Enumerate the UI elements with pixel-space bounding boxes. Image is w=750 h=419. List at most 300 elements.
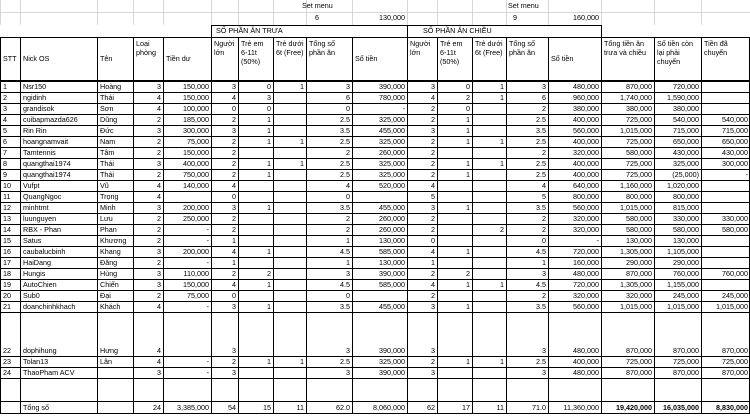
cell-l_total[interactable]: 3	[346, 81, 350, 91]
cell-d_adults[interactable]: 2	[431, 290, 435, 300]
total-d_total[interactable]: 71.0	[532, 403, 546, 412]
cell-l_free[interactable]	[274, 126, 306, 136]
cell-stt[interactable]: 16	[3, 246, 11, 256]
cell-remain[interactable]: 650,000	[673, 136, 699, 146]
cell-d_total[interactable]: 3.5	[536, 202, 546, 212]
cell-l_free[interactable]: 1	[300, 81, 304, 91]
cell-d_kids[interactable]	[438, 148, 472, 158]
cell-nick[interactable]: Rin Rin	[23, 125, 47, 135]
cell-remain[interactable]: 715,000	[673, 125, 699, 135]
cell-nick[interactable]: doanchinhkhach	[23, 301, 76, 311]
cell-room[interactable]: 4	[157, 356, 161, 366]
dinner-price[interactable]: 160,000	[573, 13, 599, 22]
cell-l_free[interactable]	[274, 214, 306, 224]
cell-d_money[interactable]: 720,000	[573, 246, 599, 256]
cell-grand[interactable]: 800,000	[626, 191, 652, 201]
cell-l_money[interactable]: 260,000	[379, 147, 405, 157]
cell-l_money[interactable]: 455,000	[379, 125, 405, 135]
cell-stt[interactable]: 15	[3, 235, 11, 245]
cell-l_adults[interactable]: 2	[232, 224, 236, 234]
column-header-l_money[interactable]: Số tiền	[355, 54, 378, 63]
cell-l_kids[interactable]: 1	[267, 125, 271, 135]
cell-paid[interactable]: 330,000	[722, 213, 748, 223]
cell-nick[interactable]: quangthai1974	[23, 169, 71, 179]
cell-deposit[interactable]: -	[206, 301, 209, 311]
cell-paid[interactable]: 760,000	[722, 268, 748, 278]
cell-l_kids[interactable]: 1	[267, 279, 271, 289]
total-remain[interactable]: 16,035,000	[663, 403, 699, 412]
cell-d_total[interactable]: 1	[542, 257, 546, 267]
cell-l_kids[interactable]	[239, 214, 273, 224]
cell-name[interactable]: Đại	[100, 290, 111, 300]
cell-room[interactable]: 4	[157, 191, 161, 201]
cell-l_kids[interactable]	[239, 192, 273, 202]
cell-grand[interactable]: 290,000	[626, 257, 652, 267]
cell-deposit[interactable]: 400,000	[183, 158, 209, 168]
cell-d_adults[interactable]: 3	[431, 81, 435, 91]
cell-remain[interactable]: 720,000	[673, 81, 699, 91]
cell-grand[interactable]: 725,000	[626, 158, 652, 168]
cell-d_free[interactable]	[473, 247, 506, 257]
total-d_kids[interactable]: 17	[462, 403, 470, 412]
cell-l_kids[interactable]	[239, 368, 273, 378]
cell-grand[interactable]: 1,160,000	[620, 180, 652, 190]
cell-remain[interactable]: 430,000	[673, 147, 699, 157]
cell-l_free[interactable]: 1	[300, 158, 304, 168]
cell-l_free[interactable]	[274, 115, 306, 125]
cell-d_money[interactable]: 480,000	[573, 345, 599, 355]
cell-d_kids[interactable]: 1	[466, 279, 470, 289]
cell-l_total[interactable]: 0	[346, 191, 350, 201]
cell-d_adults[interactable]: 2	[431, 103, 435, 113]
cell-d_money[interactable]: 640,000	[573, 180, 599, 190]
cell-l_free[interactable]	[274, 170, 306, 180]
cell-name[interactable]: Lưu	[100, 213, 113, 223]
cell-d_adults[interactable]: 5	[431, 191, 435, 201]
cell-d_adults[interactable]: 4	[431, 92, 435, 102]
cell-paid[interactable]	[702, 203, 750, 213]
cell-l_total[interactable]: 2.5	[340, 169, 350, 179]
cell-l_free[interactable]	[274, 258, 306, 268]
cell-deposit[interactable]: 140,000	[183, 180, 209, 190]
cell-name[interactable]: Hùng	[100, 268, 118, 278]
cell-l_money[interactable]: 780,000	[379, 92, 405, 102]
cell-l_kids[interactable]: 0	[267, 81, 271, 91]
cell-d_money[interactable]: 400,000	[573, 136, 599, 146]
cell-remain[interactable]: 870,000	[673, 367, 699, 377]
cell-d_kids[interactable]: 1	[466, 202, 470, 212]
cell-l_money[interactable]: 130,000	[379, 235, 405, 245]
cell-nick[interactable]: grandisok	[23, 103, 55, 113]
cell-l_money[interactable]: 325,000	[379, 114, 405, 124]
cell-nick[interactable]: dophihung	[23, 345, 57, 355]
cell-nick[interactable]: QuangNgoc	[23, 191, 62, 201]
cell-grand[interactable]: 1,740,000	[620, 92, 652, 102]
cell-deposit[interactable]: -	[206, 356, 209, 366]
cell-d_free[interactable]	[473, 148, 506, 158]
total-l_kids[interactable]: 15	[263, 403, 271, 412]
cell-l_total[interactable]: 4.5	[340, 246, 350, 256]
cell-room[interactable]: 2	[157, 213, 161, 223]
total-nick[interactable]: Tổng số	[23, 403, 49, 412]
cell-l_free[interactable]	[274, 247, 306, 257]
cell-l_adults[interactable]: 2	[232, 213, 236, 223]
total-paid[interactable]: 8,830,000	[716, 403, 748, 412]
lunch-price[interactable]: 130,000	[379, 13, 405, 22]
cell-grand[interactable]: 1,305,000	[620, 279, 652, 289]
cell-d_total[interactable]: 3	[542, 268, 546, 278]
cell-grand[interactable]: 870,000	[626, 268, 652, 278]
cell-l_kids[interactable]	[239, 225, 273, 235]
cell-remain[interactable]: 540,000	[673, 114, 699, 124]
cell-name[interactable]: Nam	[100, 136, 116, 146]
cell-remain[interactable]: 725,000	[673, 356, 699, 366]
cell-d_kids[interactable]: 1	[466, 169, 470, 179]
cell-d_adults[interactable]: 4	[431, 180, 435, 190]
cell-l_money[interactable]: 325,000	[379, 356, 405, 366]
cell-stt[interactable]: 19	[3, 279, 11, 289]
cell-l_free[interactable]	[274, 302, 306, 312]
cell-l_adults[interactable]: 2	[232, 114, 236, 124]
total-l_adults[interactable]: 54	[228, 403, 236, 412]
cell-room[interactable]: 3	[157, 279, 161, 289]
cell-nick[interactable]: Nsr150	[23, 81, 47, 91]
dinner-set-label[interactable]: Set menu	[508, 1, 539, 10]
cell-d_total[interactable]: 2	[542, 213, 546, 223]
cell-d_money[interactable]: 480,000	[573, 268, 599, 278]
column-header-d_free[interactable]: Trẻ dưới 6t (Free)	[475, 39, 503, 58]
column-header-deposit[interactable]: Tiền dư	[166, 54, 191, 63]
cell-deposit[interactable]: 300,000	[183, 125, 209, 135]
cell-d_adults[interactable]: 1	[431, 257, 435, 267]
cell-remain[interactable]: 1,015,000	[667, 301, 699, 311]
cell-remain[interactable]: 870,000	[673, 345, 699, 355]
cell-grand[interactable]: 870,000	[626, 81, 652, 91]
cell-deposit[interactable]: 200,000	[183, 202, 209, 212]
cell-d_money[interactable]: 560,000	[573, 202, 599, 212]
cell-nick[interactable]: Vufpt	[23, 180, 40, 190]
cell-remain[interactable]: 130,000	[673, 235, 699, 245]
cell-d_money[interactable]: 400,000	[573, 356, 599, 366]
cell-d_free[interactable]	[473, 192, 506, 202]
cell-room[interactable]: 2	[157, 257, 161, 267]
cell-d_money[interactable]: 380,000	[573, 103, 599, 113]
cell-l_free[interactable]: 1	[300, 356, 304, 366]
cell-l_adults[interactable]: 4	[232, 246, 236, 256]
cell-d_free[interactable]: 1	[500, 158, 504, 168]
cell-d_free[interactable]	[473, 236, 506, 246]
cell-l_free[interactable]	[274, 346, 306, 356]
cell-room[interactable]: 3	[157, 81, 161, 91]
cell-paid[interactable]: 245,000	[722, 290, 748, 300]
cell-l_total[interactable]: 3	[346, 367, 350, 377]
cell-stt[interactable]: 6	[3, 136, 7, 146]
cell-deposit[interactable]: 100,000	[183, 103, 209, 113]
cell-d_adults[interactable]: 2	[431, 158, 435, 168]
cell-d_money[interactable]: 400,000	[573, 169, 599, 179]
cell-l_kids[interactable]: 1	[267, 356, 271, 366]
cell-d_adults[interactable]: 2	[431, 224, 435, 234]
cell-deposit[interactable]: -	[206, 257, 209, 267]
cell-l_adults[interactable]: 4	[232, 92, 236, 102]
cell-paid[interactable]: 725,000	[722, 356, 748, 366]
cell-name[interactable]: Tâm	[100, 147, 115, 157]
cell-name[interactable]: Thái	[100, 92, 114, 102]
cell-d_total[interactable]: 2.5	[536, 169, 546, 179]
cell-l_total[interactable]: 2	[346, 224, 350, 234]
cell-d_total[interactable]: 0	[542, 235, 546, 245]
cell-l_money[interactable]: 325,000	[379, 169, 405, 179]
cell-d_kids[interactable]: 2	[466, 92, 470, 102]
cell-l_money[interactable]	[353, 192, 407, 202]
dinner-set-count[interactable]: 9	[513, 13, 517, 22]
cell-d_free[interactable]: 1	[500, 136, 504, 146]
cell-stt[interactable]: 9	[3, 169, 7, 179]
cell-l_adults[interactable]: 4	[232, 180, 236, 190]
cell-room[interactable]: 4	[157, 92, 161, 102]
cell-d_money[interactable]: 320,000	[573, 213, 599, 223]
cell-remain[interactable]: 245,000	[673, 290, 699, 300]
cell-d_free[interactable]	[473, 104, 506, 114]
cell-l_kids[interactable]	[239, 148, 273, 158]
cell-l_total[interactable]: 2.5	[340, 114, 350, 124]
cell-l_money[interactable]: 130,000	[379, 257, 405, 267]
cell-remain[interactable]: 380,000	[673, 103, 699, 113]
cell-d_money[interactable]: 560,000	[573, 301, 599, 311]
cell-l_total[interactable]: 4.5	[340, 279, 350, 289]
cell-stt[interactable]: 23	[3, 356, 11, 366]
cell-nick[interactable]: luunguyen	[23, 213, 57, 223]
column-header-name[interactable]: Tên	[100, 54, 113, 63]
cell-l_money[interactable]: 260,000	[379, 213, 405, 223]
lunch-set-label[interactable]: Set menu	[302, 1, 333, 10]
cell-nick[interactable]: minhtmt	[23, 202, 49, 212]
cell-d_kids[interactable]: 0	[466, 103, 470, 113]
column-header-l_adults[interactable]: Người lớn	[214, 39, 235, 58]
cell-d_kids[interactable]	[438, 225, 472, 235]
cell-remain[interactable]: 1,105,000	[667, 246, 699, 256]
cell-l_kids[interactable]: 1	[267, 158, 271, 168]
cell-l_money[interactable]: 520,000	[379, 180, 405, 190]
cell-l_free[interactable]	[274, 225, 306, 235]
cell-d_adults[interactable]: 4	[431, 279, 435, 289]
cell-grand[interactable]: 380,000	[626, 103, 652, 113]
cell-grand[interactable]: 580,000	[626, 213, 652, 223]
cell-stt[interactable]: 22	[3, 345, 11, 355]
column-header-room[interactable]: Loại phòng	[136, 39, 156, 58]
cell-remain[interactable]: 760,000	[673, 268, 699, 278]
cell-name[interactable]: Khách	[100, 301, 121, 311]
cell-l_adults[interactable]: 2	[232, 356, 236, 366]
cell-d_kids[interactable]: 1	[466, 356, 470, 366]
column-header-nick[interactable]: Nick OS	[23, 54, 50, 63]
column-header-d_kids[interactable]: Trẻ em 6-11t (50%)	[440, 39, 463, 67]
cell-d_free[interactable]: 1	[500, 92, 504, 102]
total-name[interactable]	[98, 403, 133, 413]
cell-d_money[interactable]: 320,000	[573, 224, 599, 234]
cell-l_money[interactable]: 260,000	[379, 224, 405, 234]
cell-stt[interactable]: 4	[3, 114, 7, 124]
cell-stt[interactable]: 24	[3, 367, 11, 377]
cell-l_total[interactable]: 2	[346, 213, 350, 223]
cell-stt[interactable]: 1	[3, 81, 7, 91]
cell-name[interactable]: Đức	[100, 125, 114, 135]
cell-d_free[interactable]	[473, 346, 506, 356]
cell-d_kids[interactable]	[438, 258, 472, 268]
cell-nick[interactable]: ngidinh	[23, 92, 47, 102]
cell-d_total[interactable]: 2.5	[536, 158, 546, 168]
cell-l_adults[interactable]: 1	[232, 235, 236, 245]
cell-d_money[interactable]: 320,000	[573, 147, 599, 157]
cell-l_total[interactable]: 3.5	[340, 301, 350, 311]
cell-nick[interactable]: caubalucbinh	[23, 246, 66, 256]
cell-remain[interactable]: 815,000	[673, 202, 699, 212]
cell-deposit[interactable]: 200,000	[183, 246, 209, 256]
cell-d_total[interactable]: 4	[542, 180, 546, 190]
cell-paid[interactable]	[702, 181, 750, 191]
cell-grand[interactable]: 1,305,000	[620, 246, 652, 256]
cell-l_kids[interactable]	[239, 291, 273, 301]
cell-remain[interactable]: 1,590,000	[667, 92, 699, 102]
cell-l_total[interactable]: 2.5	[340, 158, 350, 168]
cell-l_kids[interactable]: 1	[267, 114, 271, 124]
column-header-l_total[interactable]: Tổng số phần ăn	[309, 39, 335, 58]
cell-l_adults[interactable]: 3	[232, 81, 236, 91]
cell-d_adults[interactable]: 3	[431, 367, 435, 377]
cell-d_free[interactable]	[473, 181, 506, 191]
total-d_adults[interactable]: 62	[427, 403, 435, 412]
column-header-l_free[interactable]: Trẻ dưới 6t (Free)	[276, 39, 304, 58]
cell-l_money[interactable]: 390,000	[379, 345, 405, 355]
cell-paid[interactable]: 650,000	[722, 136, 748, 146]
cell-d_total[interactable]: 2.5	[536, 356, 546, 366]
cell-deposit[interactable]: 75,000	[187, 136, 209, 146]
cell-d_money[interactable]: 480,000	[573, 367, 599, 377]
cell-l_adults[interactable]: 3	[232, 345, 236, 355]
cell-deposit[interactable]: 750,000	[183, 169, 209, 179]
cell-d_free[interactable]	[473, 269, 506, 279]
total-d_free[interactable]: 11	[496, 403, 504, 412]
cell-l_total[interactable]: 2.5	[340, 356, 350, 366]
cell-name[interactable]: Khương	[100, 235, 127, 245]
cell-stt[interactable]: 5	[3, 125, 7, 135]
cell-l_free[interactable]	[274, 368, 306, 378]
cell-l_free[interactable]	[274, 291, 306, 301]
cell-l_kids[interactable]: 1	[267, 246, 271, 256]
cell-l_kids[interactable]: 0	[267, 103, 271, 113]
cell-stt[interactable]: 2	[3, 92, 7, 102]
cell-l_adults[interactable]: 0	[232, 290, 236, 300]
total-l_money[interactable]: 8,060,000	[373, 403, 405, 412]
cell-room[interactable]: 3	[157, 202, 161, 212]
column-header-d_total[interactable]: Tổng số phần ăn	[509, 39, 535, 58]
cell-nick[interactable]: RBX - Phan	[23, 224, 61, 234]
cell-name[interactable]: Chiến	[100, 279, 119, 289]
cell-l_adults[interactable]: 0	[232, 103, 236, 113]
cell-l_adults[interactable]: 1	[232, 257, 236, 267]
cell-paid[interactable]: 540,000	[722, 114, 748, 124]
cell-l_adults[interactable]: 2	[232, 158, 236, 168]
cell-name[interactable]: Trọng	[100, 191, 119, 201]
cell-grand[interactable]: 1,015,000	[620, 202, 652, 212]
cell-room[interactable]: 4	[157, 180, 161, 190]
cell-l_adults[interactable]: 2	[232, 136, 236, 146]
cell-nick[interactable]: Satus	[23, 235, 42, 245]
cell-l_adults[interactable]: 2	[232, 268, 236, 278]
cell-room[interactable]: 2	[157, 136, 161, 146]
cell-remain[interactable]: 330,000	[673, 213, 699, 223]
cell-name[interactable]: Thái	[100, 169, 114, 179]
cell-d_total[interactable]: 2	[542, 290, 546, 300]
cell-deposit[interactable]: 150,000	[183, 81, 209, 91]
cell-paid[interactable]: -	[745, 169, 748, 179]
cell-l_total[interactable]: 0	[346, 290, 350, 300]
cell-d_total[interactable]: 4.5	[536, 246, 546, 256]
cell-l_kids[interactable]: 1	[267, 136, 271, 146]
cell-room[interactable]: 2	[157, 169, 161, 179]
cell-d_adults[interactable]: 2	[431, 169, 435, 179]
cell-l_kids[interactable]: 1	[267, 169, 271, 179]
cell-stt[interactable]: 3	[3, 103, 7, 113]
cell-room[interactable]: 4	[157, 345, 161, 355]
cell-d_kids[interactable]: 1	[466, 125, 470, 135]
cell-deposit[interactable]	[164, 192, 211, 202]
cell-l_money[interactable]: 325,000	[379, 158, 405, 168]
cell-grand[interactable]: 725,000	[626, 136, 652, 146]
cell-d_total[interactable]: 2	[542, 147, 546, 157]
cell-l_money[interactable]: 390,000	[379, 268, 405, 278]
cell-d_money[interactable]: 480,000	[573, 81, 599, 91]
cell-paid[interactable]: 1,015,000	[716, 301, 748, 311]
cell-paid[interactable]: 870,000	[722, 367, 748, 377]
cell-d_money[interactable]: 160,000	[573, 257, 599, 267]
cell-stt[interactable]: 10	[3, 180, 11, 190]
cell-d_adults[interactable]: 2	[431, 147, 435, 157]
cell-d_kids[interactable]: 1	[466, 246, 470, 256]
cell-deposit[interactable]: -	[206, 235, 209, 245]
cell-d_total[interactable]: 5	[542, 191, 546, 201]
cell-name[interactable]: Sơn	[100, 103, 114, 113]
cell-l_money[interactable]: 325,000	[379, 136, 405, 146]
column-header-grand[interactable]: Tổng tiền ăn trưa và chiều	[604, 39, 646, 58]
cell-nick[interactable]: Sub0	[23, 290, 40, 300]
cell-deposit[interactable]: 110,000	[183, 268, 209, 278]
cell-grand[interactable]: 725,000	[626, 114, 652, 124]
cell-d_money[interactable]: 960,000	[573, 92, 599, 102]
cell-deposit[interactable]: 150,000	[183, 92, 209, 102]
cell-d_kids[interactable]	[438, 236, 472, 246]
cell-nick[interactable]: hoangnamvait	[23, 136, 69, 146]
cell-l_kids[interactable]	[239, 181, 273, 191]
cell-nick[interactable]: HaiDang	[23, 257, 51, 267]
cell-grand[interactable]: 725,000	[626, 169, 652, 179]
cell-grand[interactable]: 580,000	[626, 224, 652, 234]
cell-paid[interactable]	[702, 280, 750, 290]
cell-d_free[interactable]	[473, 214, 506, 224]
cell-l_free[interactable]	[274, 269, 306, 279]
cell-d_free[interactable]	[473, 115, 506, 125]
cell-remain[interactable]: 580,000	[673, 224, 699, 234]
cell-d_money[interactable]: 400,000	[573, 158, 599, 168]
cell-l_total[interactable]: 6	[346, 92, 350, 102]
cell-paid[interactable]: 430,000	[722, 147, 748, 157]
cell-l_free[interactable]	[274, 181, 306, 191]
cell-l_adults[interactable]: 4	[232, 279, 236, 289]
cell-name[interactable]: Minh	[100, 202, 116, 212]
cell-l_free[interactable]	[274, 93, 306, 103]
cell-name[interactable]: Phan	[100, 224, 117, 234]
cell-d_total[interactable]: 3	[542, 345, 546, 355]
